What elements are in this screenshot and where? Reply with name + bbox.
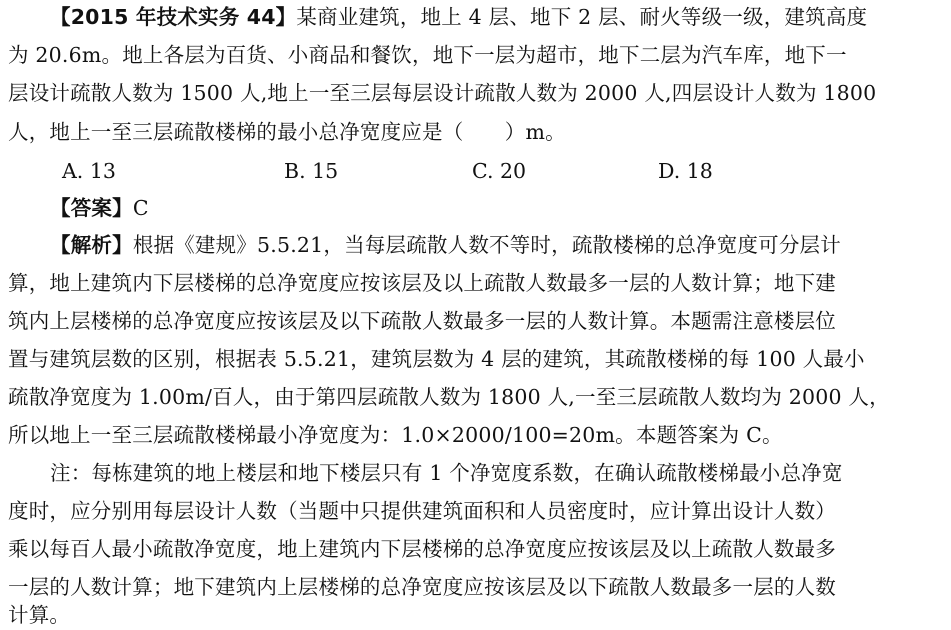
note-line-2: 度时，应分别用每层设计人数（当题中只提供建筑面积和人员密度时，应计算出设计人数）: [8, 499, 836, 523]
note-line-3: 乘以每百人最小疏散净宽度，地上建筑内下层楼梯的总净宽度应按该层及以上疏散人数最多: [8, 537, 836, 561]
analysis-line-5: 疏散净宽度为 1.00m/百人，由于第四层疏散人数为 1800 人,一至三层疏散人数均为 2000 人，: [8, 385, 890, 409]
note-line-5: 计算。: [8, 603, 71, 627]
analysis-label: 【解析】: [50, 233, 133, 257]
analysis-line-1: [50, 230, 943, 260]
question-line-3: 层设计疏散人数为 1500 人,地上一至三层每层设计疏散人数为 2000 人,四层设计人数为 1800: [8, 81, 877, 105]
question-text-1: 某商业建筑，地上 4 层、地下 2 层、耐火等级一级，建筑高度: [296, 5, 868, 29]
analysis-line-2: 算，地上建筑内下层楼梯的总净宽度应按该层及以上疏散人数最多一层的人数计算；地下建: [8, 271, 836, 295]
answer-line: [50, 193, 943, 223]
option-b: B. 15: [284, 159, 339, 183]
answer-label: 【答案】: [50, 196, 133, 220]
analysis-line-6: 所以地上一至三层疏散楼梯最小净宽度为：1.0×2000/100=20m。本题答案为 C。: [8, 423, 783, 447]
option-d: D. 18: [658, 159, 713, 183]
question-line-1: [50, 2, 943, 32]
answer-value: C: [132, 196, 149, 220]
note-line-4: 一层的人数计算；地下建筑内上层楼梯的总净宽度应按该层及以下疏散人数最多一层的人数: [8, 575, 836, 599]
analysis-line-4: 置与建筑层数的区别，根据表 5.5.21，建筑层数为 4 层的建筑，其疏散楼梯的每 100 人最小: [8, 347, 865, 371]
analysis-text-1: 根据《建规》5.5.21，当每层疏散人数不等时，疏散楼梯的总净宽度可分层计: [132, 233, 841, 257]
question-line-2: 为 20.6m。地上各层为百货、小商品和餐饮，地下一层为超市，地下二层为汽车库，地下一: [8, 43, 847, 67]
option-a: A. 13: [62, 159, 116, 183]
question-tag: 【2015 年技术实务 44】: [50, 5, 297, 29]
note-line-1: 注：每栋建筑的地上楼层和地下楼层只有 1 个净宽度系数，在确认疏散楼梯最小总净宽: [50, 461, 843, 485]
question-line-4: 人，地上一至三层疏散楼梯的最小总净宽度应是（ ）m。: [8, 120, 566, 144]
analysis-line-3: 筑内上层楼梯的总净宽度应按该层及以下疏散人数最多一层的人数计算。本题需注意楼层位: [8, 309, 836, 333]
answer-options: [62, 156, 922, 186]
option-c: C. 20: [472, 159, 527, 183]
